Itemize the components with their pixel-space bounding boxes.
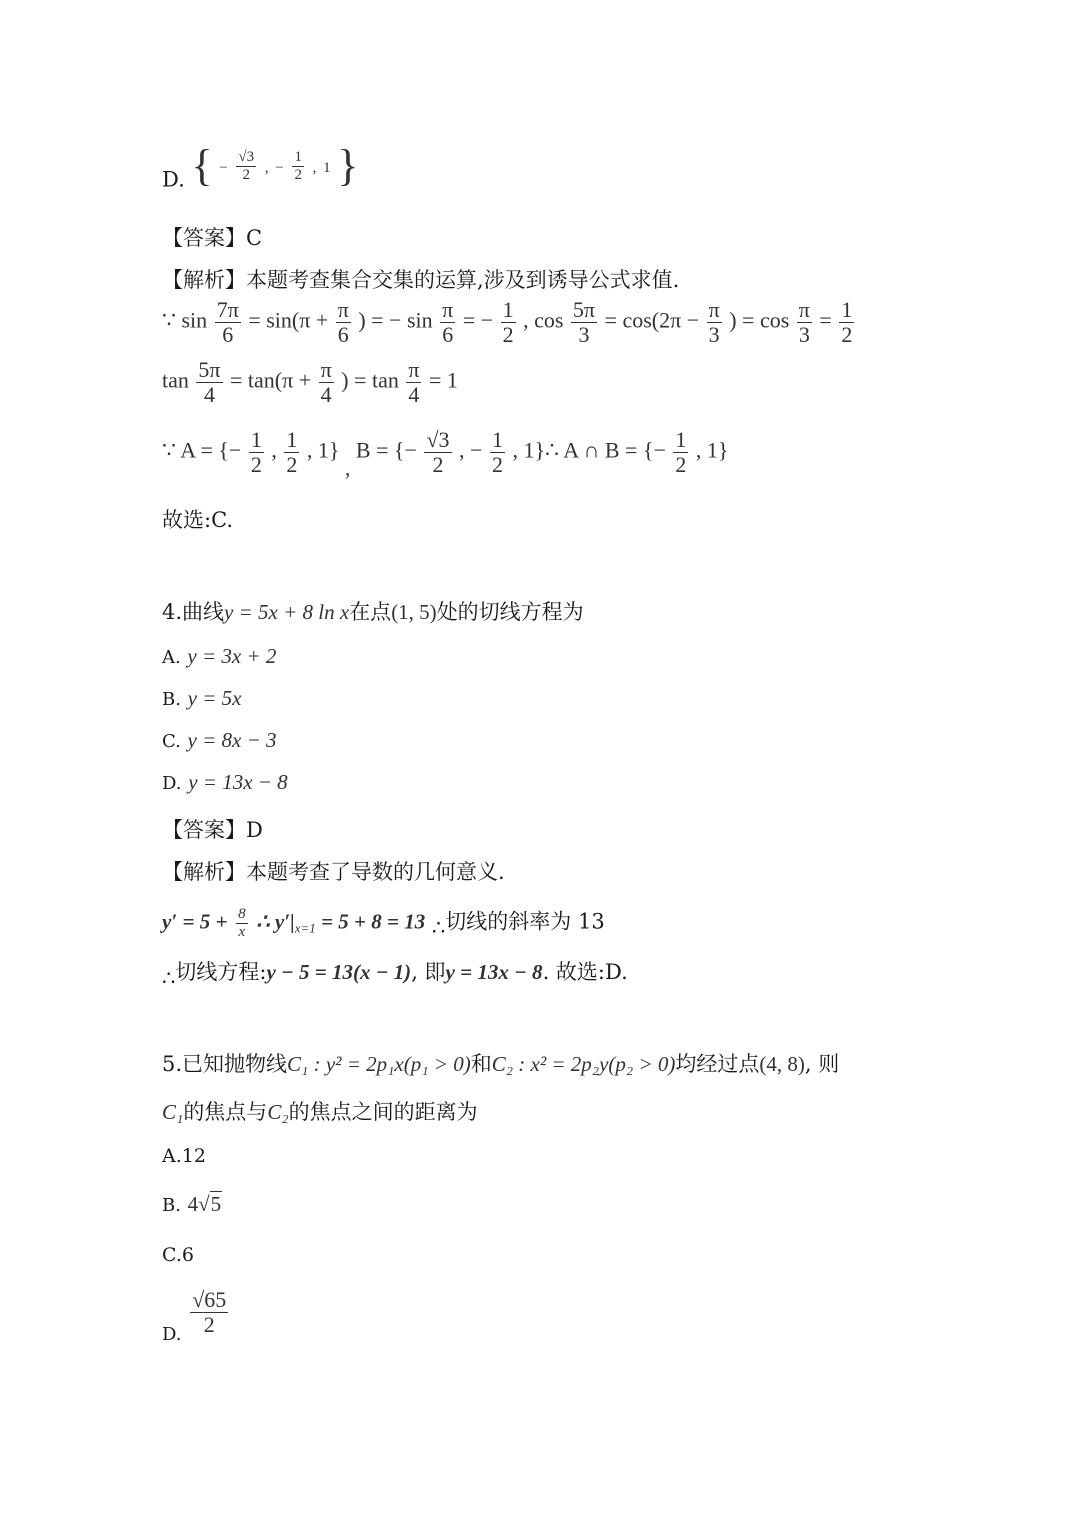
option-label: C. bbox=[162, 731, 181, 752]
stem-text: 均经过点 bbox=[675, 1052, 760, 1076]
math-text: = cos(2π − bbox=[604, 307, 700, 333]
fraction: $\frac{√3}{2}$ bbox=[426, 427, 450, 478]
fraction: $\frac{\pi}{4}$ bbox=[320, 357, 332, 408]
math-expression: ∴ y′| bbox=[256, 909, 295, 934]
fraction: $\frac{5\pi}{3}$ bbox=[572, 297, 596, 348]
math-expression: C₂ : x² = 2p₂y(p₂ > 0) bbox=[491, 1052, 676, 1076]
fraction: $\frac{√3}{2}$ bbox=[238, 149, 255, 183]
sqrt-symbol: √ bbox=[198, 1192, 210, 1216]
separator: , bbox=[264, 159, 269, 176]
q3-answer: 【答案】C bbox=[162, 226, 263, 250]
q3-derivation-line-1 bbox=[162, 298, 856, 347]
fraction: $\frac{1}{2}$ bbox=[841, 297, 853, 348]
option-label: B. bbox=[162, 1195, 181, 1216]
math-expression: y = 13x − 8 bbox=[445, 960, 543, 984]
fraction: $\frac{1}{2}$ bbox=[491, 427, 503, 478]
q3-derivation-line-3 bbox=[162, 428, 728, 482]
q5-stem-line-2 bbox=[162, 1100, 478, 1125]
fraction: $\frac{\pi}{3}$ bbox=[708, 297, 720, 348]
stem-text: 5.已知抛物线 bbox=[162, 1052, 288, 1076]
option-label: D. bbox=[162, 773, 182, 794]
math-expression: C₂ bbox=[267, 1100, 289, 1124]
option-expression: y = 5x bbox=[187, 686, 242, 710]
option-label: D. bbox=[162, 167, 185, 192]
stem-text: 在点 bbox=[349, 600, 392, 624]
fraction: $\frac{1}{2}$ bbox=[286, 427, 298, 478]
math-expression: = 5 + 8 = 13 bbox=[315, 909, 426, 934]
body-text: 切线的斜率为 13 bbox=[445, 909, 605, 934]
set-open-brace: { bbox=[191, 141, 213, 190]
fraction: $\frac{√65}{2}$ bbox=[192, 1287, 227, 1338]
option-label: A. bbox=[162, 1145, 182, 1167]
fraction: $\frac{1}{2}$ bbox=[502, 297, 514, 348]
math-text: = 1 bbox=[428, 367, 458, 393]
body-text: 切线方程: bbox=[175, 960, 267, 984]
option-value: 6 bbox=[181, 1244, 194, 1266]
stem-text: 的焦点与 bbox=[183, 1100, 268, 1124]
set-element: 1 bbox=[323, 159, 331, 176]
q4-stem bbox=[162, 600, 584, 625]
math-text: , bbox=[271, 437, 277, 463]
body-text: . 故选:D. bbox=[542, 960, 628, 984]
q3-conclusion: 故选:C. bbox=[162, 508, 234, 532]
math-text: = bbox=[819, 307, 832, 333]
q5-stem-line-1 bbox=[162, 1052, 839, 1077]
fraction: $\frac{\pi}{6}$ bbox=[337, 297, 349, 348]
option-expression: y = 8x − 3 bbox=[187, 728, 277, 752]
math-expression: C₁ bbox=[162, 1100, 184, 1124]
math-text: , 1} bbox=[306, 437, 340, 463]
option-value: 12 bbox=[181, 1145, 206, 1167]
math-expression: y = 5x + 8 ln x bbox=[224, 600, 350, 624]
math-text: = sin(π + bbox=[248, 307, 329, 333]
fraction: $\frac{7\pi}{6}$ bbox=[216, 297, 239, 348]
option-label: C. bbox=[162, 1244, 182, 1266]
therefore-symbol: ∴ bbox=[162, 966, 176, 990]
fraction: $\frac{8}{x}$ bbox=[238, 906, 246, 940]
option-expression: y = 13x − 8 bbox=[188, 770, 288, 794]
comma: , bbox=[344, 455, 351, 481]
minus-sign: − bbox=[219, 159, 228, 176]
q4-option-b bbox=[162, 686, 241, 711]
fraction: $\frac{5\pi}{4}$ bbox=[198, 357, 221, 408]
fraction: $\frac{1}{2}$ bbox=[250, 427, 262, 478]
q4-derivation-line-1 bbox=[162, 906, 605, 941]
fraction: $\frac{\pi}{3}$ bbox=[798, 297, 810, 348]
fraction: $\frac{1}{2}$ bbox=[294, 149, 302, 183]
math-text: tan bbox=[162, 367, 189, 393]
math-expression: (1, 5) bbox=[391, 600, 437, 624]
separator: , bbox=[312, 159, 317, 176]
set-close-brace: } bbox=[337, 141, 359, 190]
option-label: A. bbox=[162, 647, 181, 668]
math-expression: (4, 8) bbox=[759, 1052, 805, 1076]
math-text: sin bbox=[181, 307, 208, 333]
option-label: B. bbox=[162, 689, 181, 710]
q5-option-c bbox=[162, 1244, 194, 1267]
math-text: = tan(π + bbox=[230, 367, 312, 393]
fraction: $\frac{\pi}{4}$ bbox=[408, 357, 420, 408]
fraction: $\frac{1}{2}$ bbox=[675, 427, 687, 478]
stem-text: 处的切线方程为 bbox=[436, 600, 584, 624]
subscript: x=1 bbox=[294, 920, 316, 936]
q4-option-c bbox=[162, 728, 277, 753]
math-text: , − bbox=[459, 437, 483, 463]
q5-option-d bbox=[162, 1288, 230, 1346]
q4-answer: 【答案】D bbox=[162, 818, 263, 842]
q3-analysis: 【解析】本题考查集合交集的运算,涉及到诱导公式求值. bbox=[162, 268, 680, 292]
option-expression: y = 3x + 2 bbox=[187, 644, 277, 668]
math-expression: y′ = 5 + bbox=[162, 909, 228, 934]
because-symbol: ∵ bbox=[162, 307, 176, 333]
math-text: , cos bbox=[523, 307, 564, 333]
sqrt-radicand: 5 bbox=[210, 1192, 222, 1216]
stem-text: 的焦点之间的距离为 bbox=[288, 1100, 478, 1124]
therefore-symbol: ∴ bbox=[431, 915, 446, 940]
math-text: ) = cos bbox=[729, 307, 790, 333]
q4-derivation-line-2 bbox=[162, 960, 628, 991]
q4-option-a bbox=[162, 644, 276, 669]
q5-option-a bbox=[162, 1145, 206, 1168]
minus-sign: − bbox=[275, 159, 284, 176]
q4-analysis: 【解析】本题考查了导数的几何意义. bbox=[162, 860, 505, 884]
stem-text: 4.曲线 bbox=[162, 600, 225, 624]
stem-text: 和 bbox=[470, 1052, 492, 1076]
math-text: = − bbox=[462, 307, 494, 333]
math-expression: y − 5 = 13(x − 1) bbox=[266, 960, 412, 984]
math-text: , 1}∴ A ∩ B = {− bbox=[512, 437, 666, 463]
fraction: $\frac{\pi}{6}$ bbox=[442, 297, 454, 348]
math-text: ) = − sin bbox=[358, 307, 433, 333]
math-text: B = {− bbox=[355, 437, 417, 463]
body-text: , 即 bbox=[411, 960, 446, 984]
math-text: , 1} bbox=[695, 437, 729, 463]
q3-derivation-line-2 bbox=[162, 358, 458, 407]
option-value: 4 bbox=[187, 1192, 199, 1216]
q3-option-d bbox=[162, 140, 358, 193]
math-text: ) = tan bbox=[341, 367, 399, 393]
stem-text: , 则 bbox=[804, 1052, 840, 1076]
math-expression: C₁ : y² = 2p₁x(p₁ > 0) bbox=[287, 1052, 471, 1076]
option-label: D. bbox=[162, 1324, 182, 1346]
math-text: ∵ A = {− bbox=[162, 437, 242, 463]
q5-option-b bbox=[162, 1192, 222, 1217]
q4-option-d bbox=[162, 770, 288, 795]
